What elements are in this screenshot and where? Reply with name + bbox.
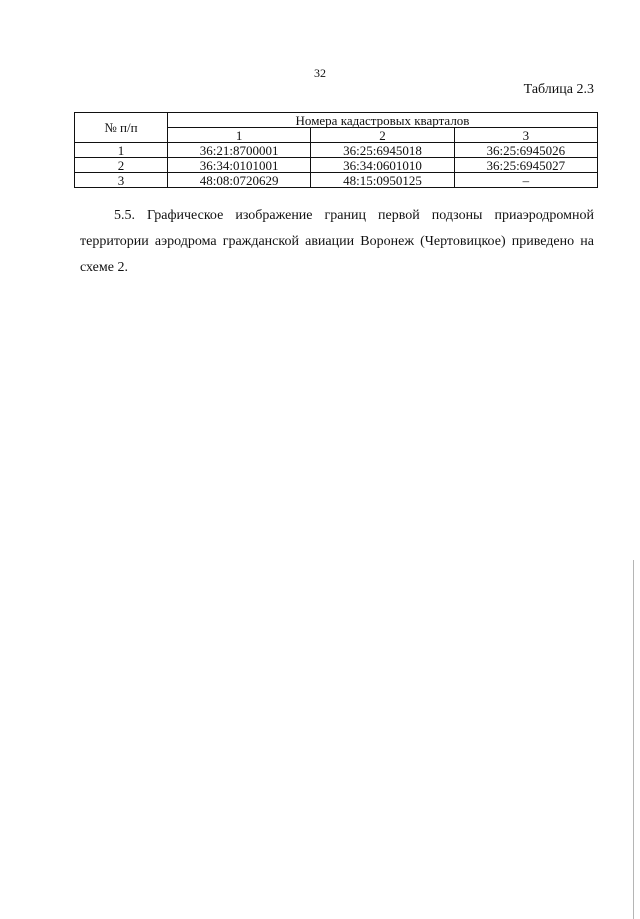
cadastral-cell: 36:25:6945027 bbox=[454, 158, 597, 173]
page-number: 32 bbox=[314, 66, 326, 80]
row-number: 1 bbox=[75, 143, 168, 158]
cadastral-cell: 36:21:8700001 bbox=[168, 143, 311, 158]
body-paragraph: 5.5. Графическое изображение границ первой подзоны приаэродромной территории аэродрома гражданской авиации Воронеж (Чертовицкое) приведено на схеме 2. bbox=[80, 208, 594, 275]
column-number-2: 2 bbox=[311, 128, 454, 143]
header-number: № п/п bbox=[75, 113, 168, 143]
row-number: 2 bbox=[75, 158, 168, 173]
table-row bbox=[75, 158, 598, 173]
cadastral-table bbox=[74, 112, 598, 188]
column-number-3: 3 bbox=[454, 128, 597, 143]
table-header-row bbox=[75, 113, 598, 128]
cadastral-cell: 48:15:0950125 bbox=[311, 173, 454, 188]
column-number-1: 1 bbox=[168, 128, 311, 143]
cadastral-cell: – bbox=[454, 173, 597, 188]
table-row bbox=[75, 143, 598, 158]
header-group: Номера кадастровых кварталов bbox=[168, 113, 598, 128]
table-row bbox=[75, 173, 598, 188]
cadastral-cell: 36:34:0101001 bbox=[168, 158, 311, 173]
row-number: 3 bbox=[75, 173, 168, 188]
scan-edge-line bbox=[633, 560, 634, 919]
cadastral-cell: 36:34:0601010 bbox=[311, 158, 454, 173]
cadastral-cell: 36:25:6945026 bbox=[454, 143, 597, 158]
cadastral-cell: 48:08:0720629 bbox=[168, 173, 311, 188]
table-label: Таблица 2.3 bbox=[523, 82, 594, 97]
cadastral-cell: 36:25:6945018 bbox=[311, 143, 454, 158]
